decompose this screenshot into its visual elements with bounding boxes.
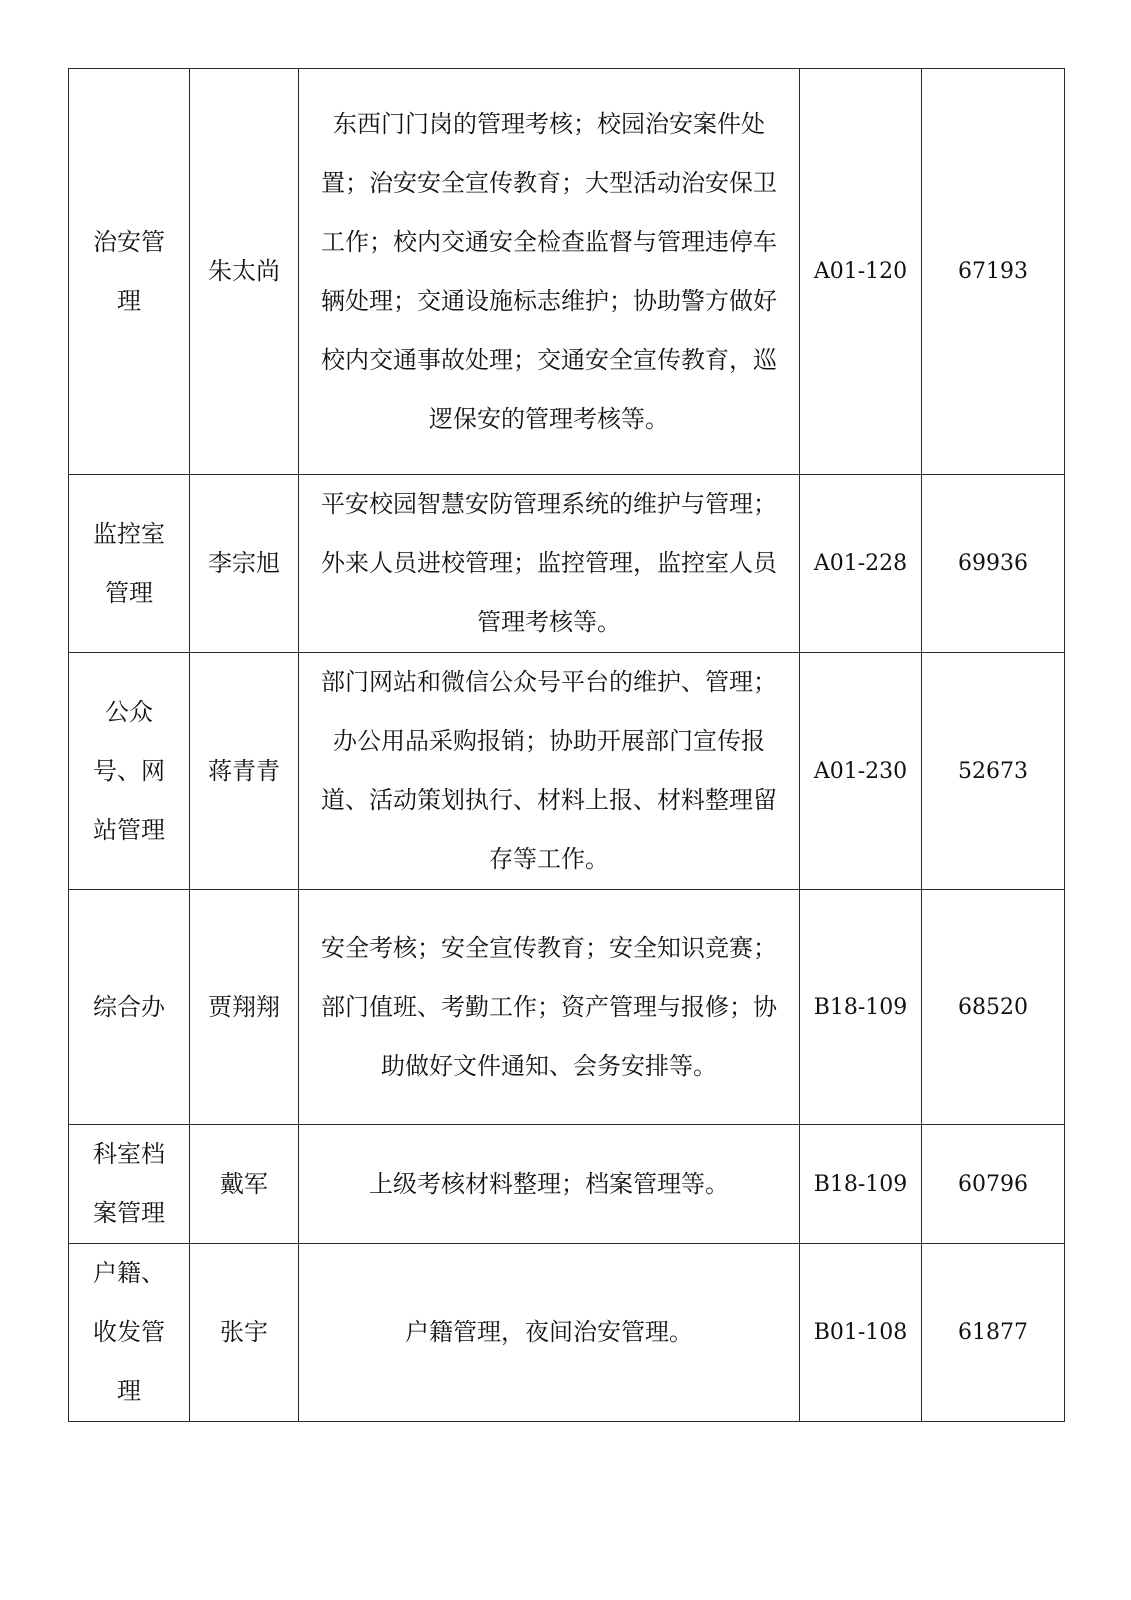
area-cell: 治安管理: [69, 69, 190, 475]
duties-cell: 平安校园智慧安防管理系统的维护与管理；外来人员进校管理；监控管理，监控室人员管理考核等。: [299, 475, 800, 653]
person-cell: 戴军: [190, 1125, 299, 1244]
person-cell: 蒋青青: [190, 653, 299, 890]
phone-cell: 61877: [922, 1244, 1065, 1422]
area-cell: 公众号、网站管理: [69, 653, 190, 890]
room-cell: B01-108: [800, 1244, 922, 1422]
room-cell: A01-230: [800, 653, 922, 890]
table-row: [69, 475, 1065, 653]
area-cell: 科室档案管理: [69, 1125, 190, 1244]
phone-cell: 67193: [922, 69, 1065, 475]
duties-cell: 安全考核；安全宣传教育；安全知识竞赛；部门值班、考勤工作；资产管理与报修；协助做好文件通知、会务安排等。: [299, 890, 800, 1125]
area-cell: 综合办: [69, 890, 190, 1125]
room-cell: B18-109: [800, 890, 922, 1125]
phone-cell: 60796: [922, 1125, 1065, 1244]
duties-cell: 部门网站和微信公众号平台的维护、管理；办公用品采购报销；协助开展部门宣传报道、活动策划执行、材料上报、材料整理留存等工作。: [299, 653, 800, 890]
duties-cell: 东西门门岗的管理考核；校园治安案件处置；治安安全宣传教育；大型活动治安保卫工作；校内交通安全检查监督与管理违停车辆处理；交通设施标志维护；协助警方做好校内交通事故处理；交通安全宣传教育，巡逻保安的管理考核等。: [299, 69, 800, 475]
person-cell: 朱太尚: [190, 69, 299, 475]
person-cell: 贾翔翔: [190, 890, 299, 1125]
duties-cell: 户籍管理，夜间治安管理。: [299, 1244, 800, 1422]
duties-cell: 上级考核材料整理；档案管理等。: [299, 1125, 800, 1244]
room-cell: B18-109: [800, 1125, 922, 1244]
person-cell: 李宗旭: [190, 475, 299, 653]
table-row: [69, 1125, 1065, 1244]
phone-cell: 69936: [922, 475, 1065, 653]
table-row: [69, 69, 1065, 475]
table-row: [69, 653, 1065, 890]
area-cell: 监控室管理: [69, 475, 190, 653]
room-cell: A01-120: [800, 69, 922, 475]
duty-assignment-table: [68, 68, 1065, 1422]
table-row: [69, 1244, 1065, 1422]
phone-cell: 68520: [922, 890, 1065, 1125]
room-cell: A01-228: [800, 475, 922, 653]
area-cell: 户籍、收发管理: [69, 1244, 190, 1422]
phone-cell: 52673: [922, 653, 1065, 890]
table-row: [69, 890, 1065, 1125]
person-cell: 张宇: [190, 1244, 299, 1422]
